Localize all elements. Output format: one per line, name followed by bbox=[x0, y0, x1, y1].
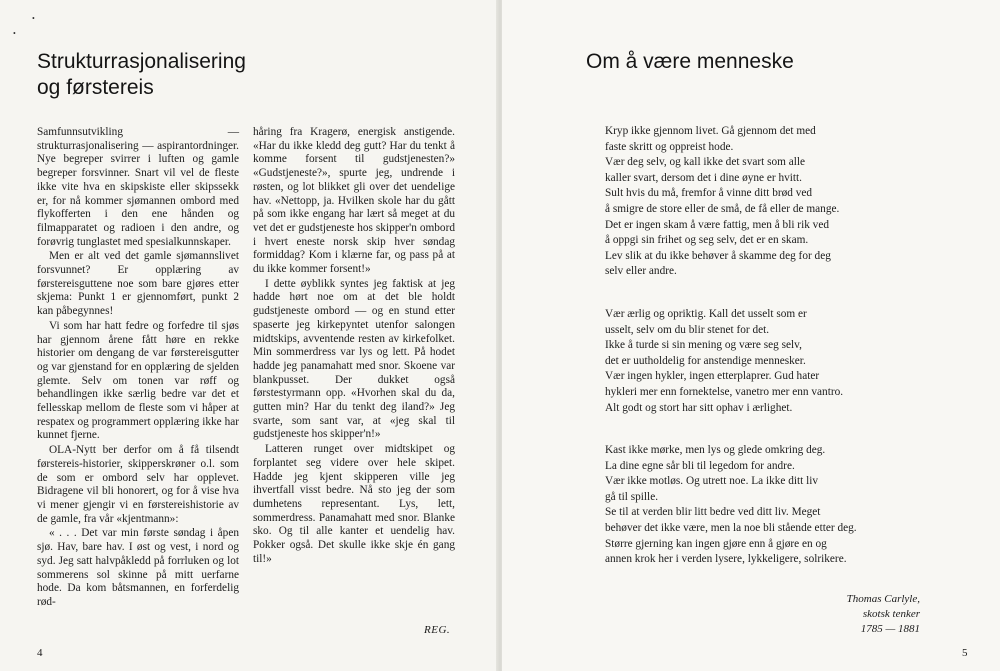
poem-line: Større gjerning kan ingen gjøre enn å gjøre en og bbox=[605, 537, 827, 550]
paragraph: Samfunnsutvikling — strukturrasjonalisering — aspirantordninger. Nye begreper svirrer i luften og gamle begreper forsvinner. Snart vil vel de fleste ikke vite hva en skipskiste eller skipssekk er, for nå kommer sjømannen ombord med flykofferten i den ene hånden og filmapparatet og radioen i den andre, og forøvrig tunglastet med spesialkunnskaper. bbox=[37, 126, 239, 248]
poem-line: Sult hvis du må, fremfor å vinne ditt brød ved bbox=[605, 187, 813, 200]
poem-stanza-3 bbox=[605, 443, 945, 568]
article-column-2 bbox=[253, 126, 455, 567]
paragraph: Vi som har hatt fedre og forfedre til sjøs har gjennom årene fått høre en rekke historier om dengang de var førstereisgutter og var gjenstand for en opplæring de sjelden glemte. Selv om tonen var røff og behandlingen ikke særlig bedre var det et fellesskap mellom de fleste som vi håper at respatex og programmert opplæring ikke har kunnet fjerne. bbox=[37, 319, 239, 442]
page-number-left: 4 bbox=[37, 647, 43, 659]
paragraph: « . . . Det var min første søndag i åpen sjø. Hav, bare hav. I øst og vest, i nord og syd. Jeg satt halvpåkledd på forrluken og lot sommerens sol skinne på mitt uerfarne hode. Da kom båtsmannen, en forferdelig rød- bbox=[37, 527, 239, 608]
page-number-right: 5 bbox=[962, 647, 968, 659]
paragraph: håring fra Kragerø, energisk anstigende. «Har du ikke kledd deg gutt? Har du tenkt å komme forsent til gudstjenesten?» «Gudstjeneste?», spurte jeg, undrende i røsten, og lot blikket gli over det uendelige hav. «Nettopp, ja. Hvilken skole har du gått på som ikke engang har lært så meget at du vet det er gudstjeneste hos skipper'n ombord i hvert eneste norsk skip hver søndag formiddag? Kom i klærne far, og pass på at du ikke kommer forsent!» bbox=[253, 126, 455, 276]
poem-line: Vær ikke motløs. Og utrett noe. La ikke ditt liv bbox=[605, 475, 819, 488]
poem-line: det er uutholdelig for anstendige mennesker. bbox=[605, 354, 806, 367]
paragraph: Latteren runget over midtskipet og forplantet seg videre over hele skipet. Hadde jeg kjent skipperen ville jeg ihvertfall visst bedre. Nå sto jeg der som dumhetens representant. Lys, lett, sommerdress. Panamahatt med snor. Blanke sko. Og til alle kanter et uendelig hav. Pokker også. Det skulle ikke skje én gang til!» bbox=[253, 443, 455, 565]
article-title-line1: Strukturrasjonalisering bbox=[37, 50, 246, 73]
poem-line: Vær deg selv, og kall ikke det svart som alle bbox=[605, 156, 806, 169]
poem-line: å smigre de store eller de små, de få eller de mange. bbox=[605, 202, 840, 215]
attribution-role: skotsk tenker bbox=[862, 608, 920, 620]
poem-attribution bbox=[802, 592, 920, 637]
poem-line: Se til at verden blir litt bedre ved ditt liv. Meget bbox=[605, 506, 821, 519]
poem-title: Om å være menneske bbox=[586, 50, 794, 73]
poem-line: Vær ingen hykler, ingen etterplaprer. Gud hater bbox=[605, 370, 820, 383]
poem-line: Lev slik at du ikke behøver å skamme deg for deg bbox=[605, 249, 831, 262]
scan-mark: • bbox=[32, 14, 35, 23]
poem-line: Ikke å turde si sin mening og være seg selv, bbox=[605, 339, 802, 352]
scan-mark: • bbox=[13, 29, 16, 38]
poem-line: faste skritt og oppreist hode. bbox=[605, 140, 734, 153]
left-page bbox=[0, 0, 498, 671]
poem-line: Kryp ikke gjennom livet. Gå gjennom det med bbox=[605, 125, 816, 137]
poem-line: selv eller andre. bbox=[605, 265, 677, 278]
poem-line: usselt, selv om du blir stenet for det. bbox=[605, 323, 770, 336]
paragraph: I dette øyblikk syntes jeg faktisk at jeg hadde hørt noe om at det ble holdt gudstjeneste ombord — og en stund etter spaserte jeg kirkepyntet utenfor salongen midtskips, avventende resten av kirkefolket. Min sommerdress var lys og lett. På hodet hadde jeg panamahatt med snor. Skoene var blankpusset. Der dukket også førstestyrmann opp. «Hvorhen skal du da, gutten min? Har du tenkt deg iland?» Jeg svarte, som sant var, at «jeg skal til gudstjeneste hos skipper'n!» bbox=[253, 277, 455, 441]
poem-line: kaller svart, dersom det i dine øyne er hvitt. bbox=[605, 171, 803, 184]
article-title-line2: og førstereis bbox=[37, 76, 154, 99]
poem-line: hykleri mer enn fornektelse, vanetro mer enn vantro. bbox=[605, 385, 844, 398]
poem-line: Vær ærlig og opriktig. Kall det usselt som er bbox=[605, 308, 807, 320]
article-title bbox=[37, 49, 337, 101]
article-column-1 bbox=[37, 126, 239, 610]
poem-stanza-2 bbox=[605, 307, 945, 416]
attribution-years: 1785 — 1881 bbox=[860, 623, 920, 635]
right-page bbox=[502, 0, 1000, 671]
poem-line: behøver det ikke være, men la noe bli stående etter deg. bbox=[605, 521, 857, 534]
poem-line: gå til spille. bbox=[605, 490, 659, 503]
poem-line: Alt godt og stort har sitt ophav i ærlighet. bbox=[605, 401, 793, 414]
attribution-author: Thomas Carlyle, bbox=[846, 593, 920, 605]
poem-line: Kast ikke mørke, men lys og glede omkring deg. bbox=[605, 444, 826, 456]
poem-line: annen krok her i verden lysere, lykkeligere, solrikere. bbox=[605, 553, 847, 566]
article-signature: REG. bbox=[424, 624, 451, 636]
poem-line: å oppgi sin frihet og seg selv, det er en skam. bbox=[605, 234, 809, 247]
paragraph: OLA-Nytt ber derfor om å få tilsendt førstereis-historier, skipperskrøner o.l. som de som er ombord selv har opplevet. Bidragene vil bli honorert, og for å vise hva vi mener gjengir vi en førstereishistorie av de gamle, fra vår «kjentmann»: bbox=[37, 444, 239, 525]
poem-stanza-1 bbox=[605, 124, 945, 280]
paragraph: Men er alt ved det gamle sjømannslivet forsvunnet? Er opplæring av førstereisguttene noe som bare gjøres etter skjema: Punkt 1 er gjennomført, punkt 2 kan påbegynnes! bbox=[37, 250, 239, 318]
poem-line: La dine egne sår bli til legedom for andre. bbox=[605, 459, 795, 472]
poem-line: Det er ingen skam å være fattig, men å bli rik ved bbox=[605, 218, 829, 231]
